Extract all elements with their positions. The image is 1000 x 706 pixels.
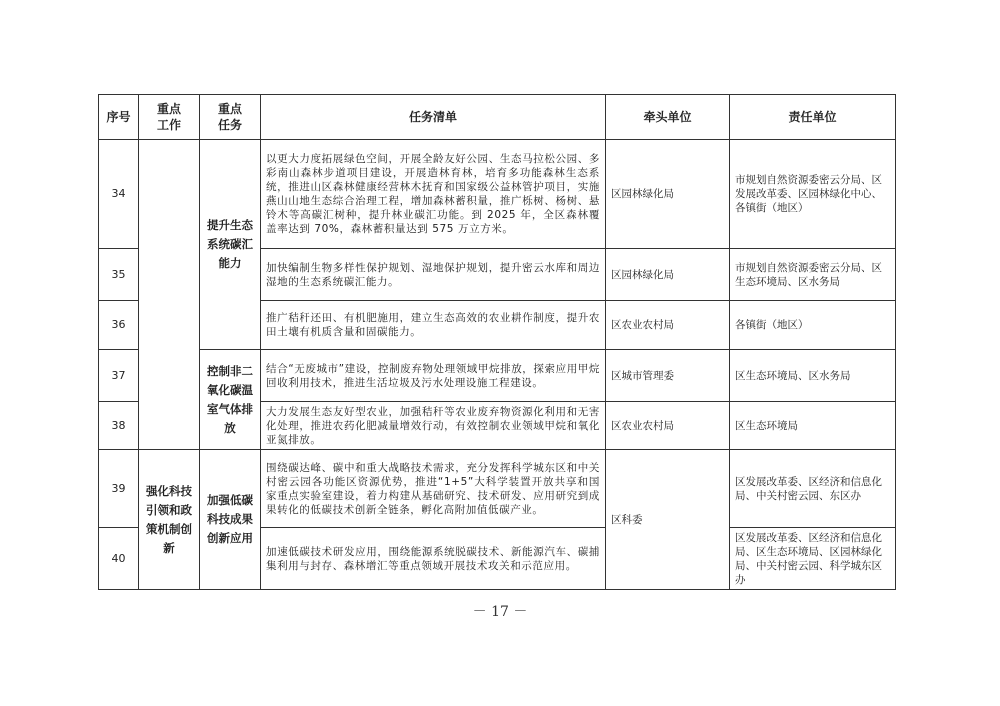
lead-unit: 区园林绿化局 xyxy=(606,140,730,249)
key-task-low-carbon-tech: 加强低碳科技成果创新应用 xyxy=(200,450,261,590)
header-num: 序号 xyxy=(99,95,139,140)
lead-unit: 区农业农村局 xyxy=(606,402,730,450)
responsible-units: 区生态环境局、区水务局 xyxy=(730,350,896,402)
responsible-units: 区发展改革委、区经济和信息化局、区生态环境局、区园林绿化局、中关村密云园、科学城东区办 xyxy=(730,528,896,590)
header-key-work: 重点 工作 xyxy=(139,95,200,140)
header-task-list: 任务清单 xyxy=(261,95,606,140)
key-task-non-co2: 控制非二氧化碳温室气体排放 xyxy=(200,350,261,450)
responsible-units: 各镇街（地区） xyxy=(730,301,896,350)
responsible-units: 区生态环境局 xyxy=(730,402,896,450)
lead-unit: 区科委 xyxy=(606,450,730,590)
header-resp-unit: 责任单位 xyxy=(730,95,896,140)
responsible-units: 区发展改革委、区经济和信息化局、中关村密云园、东区办 xyxy=(730,450,896,528)
header-lead-unit: 牵头单位 xyxy=(606,95,730,140)
table-row xyxy=(99,450,896,528)
responsible-units: 市规划自然资源委密云分局、区生态环境局、区水务局 xyxy=(730,249,896,301)
row-number: 39 xyxy=(99,450,139,528)
task-description: 加快编制生物多样性保护规划、湿地保护规划，提升密云水库和周边湿地的生态系统碳汇能力。 xyxy=(261,249,606,301)
row-number: 37 xyxy=(99,350,139,402)
lead-unit: 区农业农村局 xyxy=(606,301,730,350)
task-description: 结合“无废城市”建设，控制废弃物处理领域甲烷排放，探索应用甲烷回收利用技术，推进生活垃圾及污水处理设施工程建设。 xyxy=(261,350,606,402)
header-key-task: 重点 任务 xyxy=(200,95,261,140)
row-number: 40 xyxy=(99,528,139,590)
table-row xyxy=(99,350,896,402)
task-description: 大力发展生态友好型农业，加强秸秆等农业废弃物资源化利用和无害化处理，推进农药化肥减量增效行动，有效控制农业领域甲烷和氧化亚氮排放。 xyxy=(261,402,606,450)
key-work-tech-policy: 强化科技引领和政策机制创新 xyxy=(139,450,200,590)
table-row xyxy=(99,140,896,249)
lead-unit: 区园林绿化局 xyxy=(606,249,730,301)
row-number: 36 xyxy=(99,301,139,350)
task-table xyxy=(98,94,896,590)
responsible-units: 市规划自然资源委密云分局、区发展改革委、区园林绿化中心、各镇街（地区） xyxy=(730,140,896,249)
key-work-cell-empty xyxy=(139,140,200,450)
row-number: 34 xyxy=(99,140,139,249)
key-task-carbon-sink: 提升生态系统碳汇能力 xyxy=(200,140,261,350)
page-number: － 17 － xyxy=(472,604,528,620)
task-description: 推广秸秆还田、有机肥施用，建立生态高效的农业耕作制度，提升农田土壤有机质含量和固碳能力。 xyxy=(261,301,606,350)
row-number: 38 xyxy=(99,402,139,450)
row-number: 35 xyxy=(99,249,139,301)
table-header-row xyxy=(99,95,896,140)
lead-unit: 区城市管理委 xyxy=(606,350,730,402)
task-description: 以更大力度拓展绿色空间，开展全龄友好公园、生态马拉松公园、多彩南山森林步道项目建设，开展造林育林，培育多功能森林生态系统，推进山区森林健康经营林木抚育和国家级公益林管护项目，实施燕山山地生态综合治理工程，增加森林蓄积量，推广栎树、杨树、悬铃木等高碳汇树种，提升林业碳汇功能。到 2025 年，全区森林覆盖率达到 70%，森林蓄积量达到 575 万立方米。 xyxy=(261,140,606,249)
task-description: 加速低碳技术研发应用，围绕能源系统脱碳技术、新能源汽车、碳捕集利用与封存、森林增汇等重点领域开展技术攻关和示范应用。 xyxy=(261,528,606,590)
task-description: 围绕碳达峰、碳中和重大战略技术需求，充分发挥科学城东区和中关村密云园各功能区资源优势，推进“1+5”大科学装置开放共享和国家重点实验室建设，着力构建从基础研究、技术研发、应用研究到成果转化的低碳技术创新全链条，孵化高附加值低碳产业。 xyxy=(261,450,606,528)
